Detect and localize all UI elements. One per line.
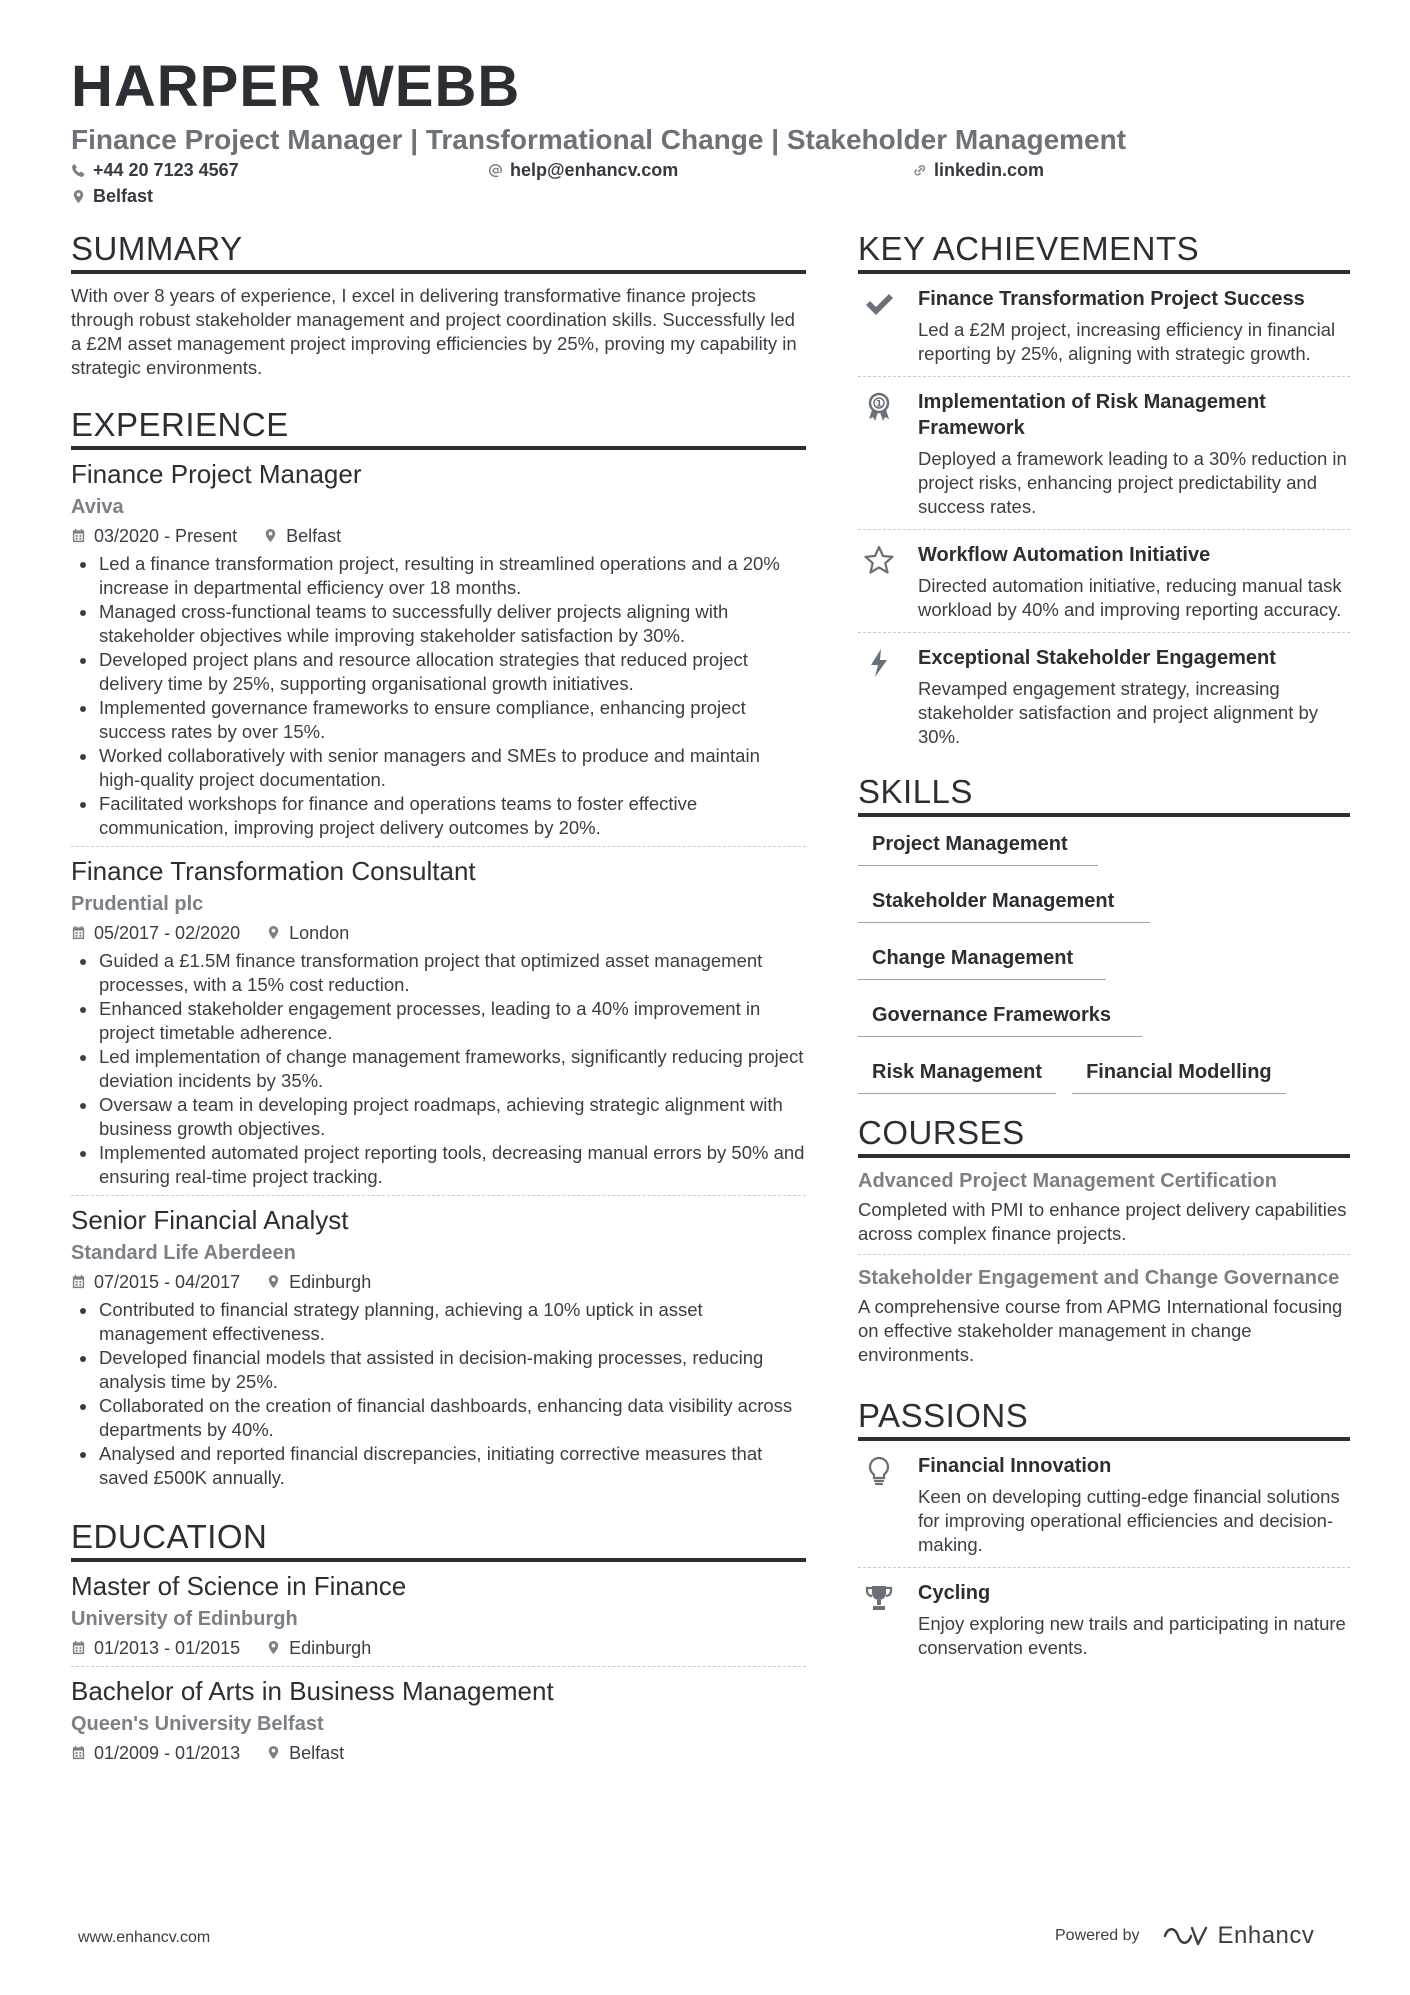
passion-title: Cycling — [918, 1581, 991, 1604]
experience-section — [71, 406, 806, 1496]
achievement-title: Workflow Automation Initiative — [918, 543, 1211, 566]
education-meta — [71, 1636, 806, 1660]
job-bullets — [71, 552, 806, 840]
skill-tag: Project Management — [858, 829, 1098, 866]
degree-title: Bachelor of Arts in Business Management — [71, 1675, 554, 1706]
job-location: Belfast — [286, 525, 342, 546]
location-pin-icon — [71, 189, 86, 204]
job-title: Finance Project Manager — [71, 458, 362, 489]
achievements-section — [858, 230, 1350, 759]
experience-entry — [71, 1196, 806, 1496]
calendar-icon — [71, 1274, 86, 1289]
candidate-name: HARPER WEBB — [71, 54, 521, 119]
location-pin-icon — [266, 1640, 281, 1655]
phone-number: +44 20 7123 4567 — [93, 160, 239, 180]
summary-text: With over 8 years of experience, I excel in delivering transformative finance projects through robust stakeholder management and project coordination skills. Successfully led a £2M asset management project improving efficiencies by 25%, proving my capability in strategic environments. — [71, 284, 797, 378]
section-title-skills: SKILLS — [858, 773, 1350, 817]
section-title-courses: COURSES — [858, 1114, 1350, 1158]
course-description: A comprehensive course from APMG International focusing on effective stakeholder management in change environments. — [858, 1295, 1343, 1365]
bullet-item: Developed project plans and resource allocation strategies that reduced project delivery time by 25%, supporting organisational growth initiatives. — [71, 648, 806, 696]
contact-phone — [71, 160, 239, 181]
passion-description: Keen on developing cutting-edge financial solutions for improving operational efficiencies and decision-making. — [918, 1485, 1340, 1555]
svg-text:1: 1 — [875, 399, 883, 410]
achievement-title: Finance Transformation Project Success — [918, 287, 1305, 310]
bullet-item: Guided a £1.5M finance transformation project that optimized asset management processes, with a 15% cost reduction. — [71, 949, 806, 997]
location-pin-icon — [266, 1274, 281, 1289]
bullet-item: Led a finance transformation project, resulting in streamlined operations and a 20% increase in departmental efficiency over 18 months. — [71, 552, 806, 600]
education-meta — [71, 1741, 806, 1765]
location-pin-icon — [263, 528, 278, 543]
job-location: Edinburgh — [289, 1271, 372, 1292]
section-title-passions: PASSIONS — [858, 1397, 1350, 1441]
right-column — [858, 230, 1350, 1670]
bullet-item: Worked collaboratively with senior managers and SMEs to produce and maintain high-quality project documentation. — [71, 744, 806, 792]
bullet-item: Enhanced stakeholder engagement processes, leading to a 40% improvement in project timetable adherence. — [71, 997, 806, 1045]
star-icon — [863, 544, 895, 576]
achievement-title: Exceptional Stakeholder Engagement — [918, 646, 1276, 669]
achievement-description: Deployed a framework leading to a 30% reduction in project risks, enhancing project predictability and success rates. — [918, 447, 1347, 517]
summary-section — [71, 230, 806, 380]
company-name: Prudential plc — [71, 892, 204, 915]
education-dates: 01/2009 - 01/2013 — [94, 1742, 241, 1763]
bullet-item: Implemented governance frameworks to ensure compliance, enhancing project success rates by over 15%. — [71, 696, 806, 744]
passion-item — [858, 1568, 1350, 1670]
passion-item — [858, 1441, 1350, 1568]
contact-linkedin[interactable] — [912, 160, 1044, 181]
headline: Finance Project Manager | Transformational Change | Stakeholder Management — [71, 124, 1127, 155]
experience-entry — [71, 847, 806, 1196]
bullet-item: Collaborated on the creation of financial dashboards, enhancing data visibility across departments by 40%. — [71, 1394, 806, 1442]
bullet-item: Managed cross-functional teams to successfully deliver projects aligning with stakeholder objectives while improving stakeholder satisfaction by 30%. — [71, 600, 806, 648]
achievement-item — [858, 633, 1350, 759]
section-title-education: EDUCATION — [71, 1518, 806, 1562]
course-item — [858, 1158, 1350, 1255]
location-text: Belfast — [93, 186, 154, 206]
email-link[interactable]: help@enhancv.com — [510, 160, 679, 180]
passion-description: Enjoy exploring new trails and participating in nature conservation events. — [918, 1612, 1346, 1658]
bullet-item: Developed financial models that assisted in decision-making processes, reducing analysis time by 25%. — [71, 1346, 806, 1394]
school-name: University of Edinburgh — [71, 1607, 298, 1630]
lightbulb-icon — [863, 1455, 895, 1487]
education-location: Belfast — [289, 1742, 345, 1763]
enhancv-logo-icon — [1162, 1924, 1208, 1948]
contact-location — [71, 186, 153, 207]
school-name: Queen's University Belfast — [71, 1712, 324, 1735]
passion-title: Financial Innovation — [918, 1454, 1112, 1477]
job-dates: 05/2017 - 02/2020 — [94, 922, 241, 943]
courses-section — [858, 1114, 1350, 1375]
job-title: Senior Financial Analyst — [71, 1204, 349, 1235]
achievement-title: Implementation of Risk Management Framework — [918, 390, 1266, 439]
education-location: Edinburgh — [289, 1637, 372, 1658]
job-bullets — [71, 949, 806, 1189]
achievement-item — [858, 530, 1350, 633]
education-entry — [71, 1562, 806, 1667]
course-item — [858, 1255, 1350, 1375]
lightning-icon — [863, 647, 895, 679]
job-location: London — [289, 922, 350, 943]
bullet-item: Facilitated workshops for finance and operations teams to foster effective communication, improving project delivery outcomes by 20%. — [71, 792, 806, 840]
skill-tag: Risk Management — [858, 1057, 1056, 1094]
job-bullets — [71, 1298, 806, 1490]
achievement-description: Led a £2M project, increasing efficiency in financial reporting by 25%, aligning with strategic growth. — [918, 318, 1336, 364]
education-section — [71, 1518, 806, 1771]
calendar-icon — [71, 528, 86, 543]
calendar-icon — [71, 925, 86, 940]
skills-list — [858, 829, 1350, 1114]
education-dates: 01/2013 - 01/2015 — [94, 1637, 241, 1658]
award-ribbon-icon — [863, 391, 895, 423]
bullet-item: Led implementation of change management frameworks, significantly reducing project deviation incidents by 35%. — [71, 1045, 806, 1093]
at-icon — [488, 163, 503, 178]
course-title: Advanced Project Management Certification — [858, 1169, 1277, 1192]
passions-section — [858, 1397, 1350, 1670]
bullet-item: Oversaw a team in developing project roadmaps, achieving strategic alignment with business growth objectives. — [71, 1093, 806, 1141]
section-title-experience: EXPERIENCE — [71, 406, 806, 450]
calendar-icon — [71, 1745, 86, 1760]
course-title: Stakeholder Engagement and Change Governance — [858, 1266, 1340, 1289]
linkedin-link[interactable]: linkedin.com — [934, 160, 1045, 180]
phone-icon — [71, 163, 86, 178]
brand-logo[interactable] — [1162, 1922, 1315, 1950]
experience-entry — [71, 450, 806, 847]
trophy-icon — [863, 1582, 895, 1614]
job-dates: 03/2020 - Present — [94, 525, 238, 546]
skill-tag: Governance Frameworks — [858, 1000, 1142, 1037]
left-column — [71, 230, 806, 1771]
bullet-item: Implemented automated project reporting tools, decreasing manual errors by 50% and ensuring real-time project tracking. — [71, 1141, 806, 1189]
calendar-icon — [71, 1640, 86, 1655]
job-meta — [71, 524, 806, 548]
contact-email[interactable] — [488, 160, 678, 181]
achievement-item — [858, 377, 1350, 530]
achievement-description: Directed automation initiative, reducing manual task workload by 40% and improving reporting accuracy. — [918, 574, 1342, 620]
footer-website[interactable]: www.enhancv.com — [78, 1929, 211, 1946]
link-icon — [912, 163, 927, 178]
bullet-item: Contributed to financial strategy planning, achieving a 10% uptick in asset management effectiveness. — [71, 1298, 806, 1346]
skill-tag: Financial Modelling — [1072, 1057, 1286, 1094]
section-title-summary: SUMMARY — [71, 230, 806, 274]
course-description: Completed with PMI to enhance project delivery capabilities across complex finance projects. — [858, 1198, 1347, 1244]
check-icon — [863, 288, 895, 320]
footer-branding — [1055, 1922, 1314, 1950]
bullet-item: Analysed and reported financial discrepancies, initiating corrective measures that saved £500K annually. — [71, 1442, 806, 1490]
brand-name: Enhancv — [1217, 1922, 1315, 1949]
company-name: Standard Life Aberdeen — [71, 1241, 296, 1264]
job-title: Finance Transformation Consultant — [71, 855, 476, 886]
location-pin-icon — [266, 925, 281, 940]
skill-tag: Change Management — [858, 943, 1106, 980]
degree-title: Master of Science in Finance — [71, 1570, 407, 1601]
skill-tag: Stakeholder Management — [858, 886, 1150, 923]
section-title-achievements: KEY ACHIEVEMENTS — [858, 230, 1350, 274]
company-name: Aviva — [71, 495, 124, 518]
education-entry — [71, 1667, 806, 1771]
job-meta — [71, 1270, 806, 1294]
skills-section — [858, 773, 1350, 1114]
location-pin-icon — [266, 1745, 281, 1760]
powered-by-label: Powered by — [1055, 1927, 1140, 1944]
achievement-description: Revamped engagement strategy, increasing stakeholder satisfaction and project alignment by 30%. — [918, 677, 1319, 747]
achievement-item — [858, 274, 1350, 377]
job-meta — [71, 921, 806, 945]
job-dates: 07/2015 - 04/2017 — [94, 1271, 241, 1292]
